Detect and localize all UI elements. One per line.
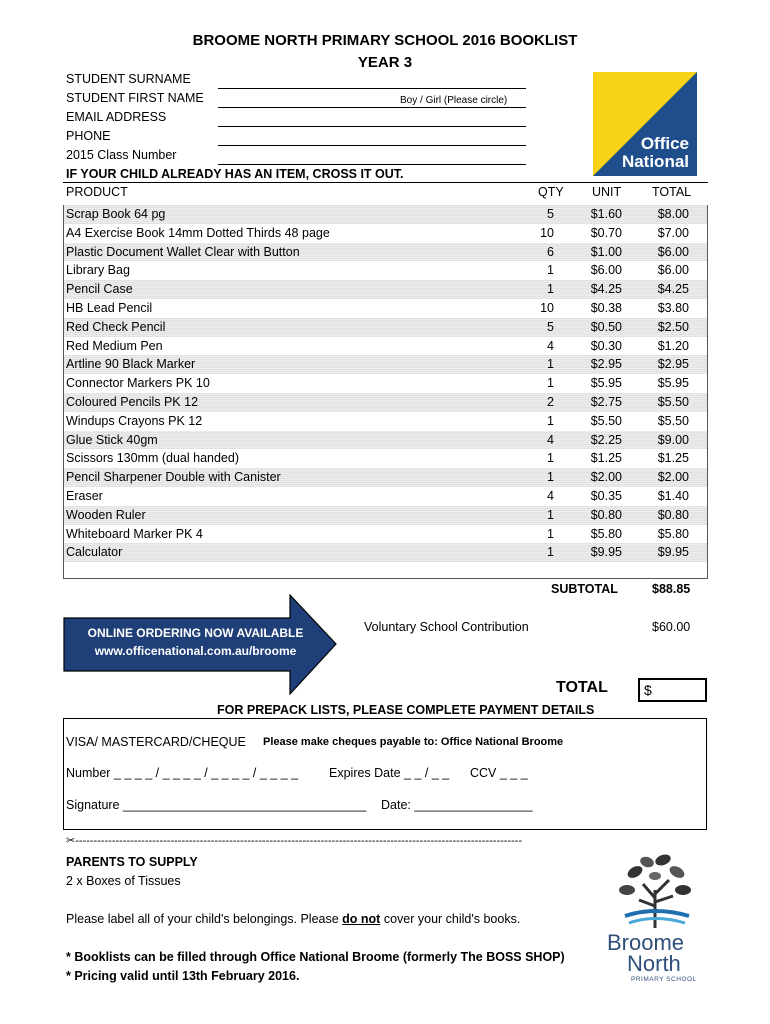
qty-cell: 1	[547, 376, 554, 391]
office-national-logo	[593, 72, 697, 176]
unit-price-cell: $4.25	[590, 282, 622, 297]
line-total-cell: $5.50	[657, 395, 689, 409]
qty-cell: 5	[547, 319, 554, 334]
qty-cell: 2	[547, 395, 554, 409]
qty-cell: 4	[547, 489, 554, 503]
line-total-cell: $6.00	[657, 244, 689, 259]
unit-price-cell: $1.00	[590, 244, 622, 259]
header-product: PRODUCT	[66, 185, 128, 199]
label-note-after: cover your child's books.	[380, 912, 521, 926]
qty-cell: 1	[547, 470, 554, 485]
product-cell: Plastic Document Wallet Clear with Button	[66, 244, 300, 259]
line-total-cell: $1.20	[657, 338, 689, 353]
qty-cell: 10	[540, 225, 554, 240]
contribution-value: $60.00	[652, 620, 691, 634]
phone-field[interactable]	[218, 145, 526, 146]
product-cell: Scissors 130mm (dual handed)	[66, 451, 239, 466]
product-cell: Red Check Pencil	[66, 319, 166, 334]
line-total-cell: $1.25	[657, 451, 689, 466]
unit-price-cell: $0.35	[590, 489, 622, 503]
unit-price-cell: $0.80	[590, 507, 622, 522]
label-note-emphasis: do not	[342, 912, 381, 926]
line-total-cell: $9.95	[657, 545, 689, 560]
online-ordering-line1: ONLINE ORDERING NOW AVAILABLE	[87, 626, 304, 640]
header-qty: QTY	[538, 185, 564, 199]
table-row	[64, 543, 707, 562]
qty-cell: 1	[547, 545, 554, 560]
line-total-cell: $6.00	[657, 263, 689, 278]
line-total-cell: $1.40	[657, 489, 689, 503]
unit-price-cell: $2.25	[590, 432, 622, 447]
product-cell: Calculator	[66, 545, 123, 560]
unit-price-cell: $5.80	[590, 526, 622, 541]
qty-cell: 1	[547, 413, 554, 428]
table-row	[64, 318, 707, 337]
product-cell: Whiteboard Marker PK 4	[66, 526, 203, 541]
qty-cell: 1	[547, 507, 554, 522]
label-note	[66, 912, 520, 926]
unit-price-cell: $5.50	[590, 413, 622, 428]
line-total-cell: $2.95	[657, 357, 689, 372]
logo-text-national: National	[621, 152, 689, 171]
unit-price-cell: $0.38	[590, 301, 622, 315]
page-title: BROOME NORTH PRIMARY SCHOOL 2016 BOOKLIST	[192, 32, 578, 49]
email-field[interactable]	[218, 126, 526, 127]
qty-cell: 4	[547, 432, 554, 447]
qty-cell: 1	[547, 526, 554, 541]
cheque-note: Please make cheques payable to: Office National Broome	[263, 736, 564, 748]
subtotal-value: $88.85	[652, 582, 691, 596]
header-total: TOTAL	[652, 185, 692, 199]
header-unit: UNIT	[592, 185, 622, 199]
parents-heading: PARENTS TO SUPPLY	[66, 855, 198, 869]
unit-price-cell: $1.25	[590, 451, 622, 466]
parents-item: 2 x Boxes of Tissues	[66, 874, 181, 888]
table-row	[64, 449, 707, 468]
product-cell: Coloured Pencils PK 12	[66, 395, 199, 409]
school-logo	[605, 850, 705, 990]
unit-price-cell: $2.95	[590, 357, 622, 372]
qty-cell: 5	[547, 207, 554, 221]
table-row	[64, 374, 707, 393]
product-cell: Eraser	[66, 489, 103, 503]
qty-cell: 6	[547, 244, 554, 259]
subtotal-label: SUBTOTAL	[551, 582, 618, 596]
date-field[interactable]: Date: _________________	[381, 798, 533, 812]
qty-cell: 1	[547, 357, 554, 372]
school-logo-north: North	[627, 951, 681, 976]
unit-price-cell: $9.95	[590, 545, 622, 560]
email-label: EMAIL ADDRESS	[66, 110, 167, 124]
surname-label: STUDENT SURNAME	[66, 72, 191, 86]
gender-selector[interactable]: Boy / Girl (Please circle)	[400, 95, 508, 106]
table-row	[64, 355, 707, 374]
class-field[interactable]	[218, 164, 526, 165]
expiry-field[interactable]: Expires Date _ _ / _ _	[329, 766, 450, 780]
table-row	[64, 525, 707, 544]
product-cell: Artline 90 Black Marker	[66, 357, 196, 372]
school-logo-broome: Broome	[607, 930, 685, 955]
online-ordering-text	[63, 624, 328, 660]
page-subtitle: YEAR 3	[357, 54, 413, 71]
ccv-field[interactable]: CCV _ _ _	[470, 766, 528, 780]
total-label: TOTAL	[556, 679, 608, 696]
line-total-cell: $5.80	[657, 526, 689, 541]
tree-icon	[605, 850, 705, 930]
product-cell: Pencil Case	[66, 282, 133, 297]
product-cell: HB Lead Pencil	[66, 301, 153, 315]
cut-line: ✂--------------------------------------------------------------------------------------------------------------------------	[66, 835, 523, 847]
unit-price-cell: $0.70	[590, 225, 622, 240]
unit-price-cell: $0.50	[590, 319, 622, 334]
product-cell: A4 Exercise Book 14mm Dotted Thirds 48 page	[66, 225, 330, 240]
product-cell: Connector Markers PK 10	[66, 376, 210, 391]
qty-cell: 1	[547, 451, 554, 466]
unit-price-cell: $1.60	[590, 207, 622, 221]
unit-price-cell: $5.95	[590, 376, 622, 391]
class-label: 2015 Class Number	[66, 148, 177, 162]
pricing-note: * Pricing valid until 13th February 2016.	[66, 969, 300, 983]
line-total-cell: $9.00	[657, 432, 689, 447]
unit-price-cell: $0.30	[590, 338, 622, 353]
phone-label: PHONE	[66, 129, 111, 143]
product-cell: Windups Crayons PK 12	[66, 413, 203, 428]
line-total-cell: $2.50	[657, 319, 689, 334]
table-row	[64, 337, 707, 356]
unit-price-cell: $2.00	[590, 470, 622, 485]
signature-field[interactable]: Signature ___________________________________	[66, 798, 367, 812]
cross-out-note: IF YOUR CHILD ALREADY HAS AN ITEM, CROSS IT OUT.	[66, 167, 404, 181]
table-row	[64, 468, 707, 487]
line-total-cell: $8.00	[657, 207, 689, 221]
table-row	[64, 393, 707, 412]
surname-field[interactable]	[218, 88, 526, 89]
table-row	[64, 431, 707, 450]
line-total-cell: $5.50	[657, 413, 689, 428]
table-row	[64, 224, 707, 243]
product-cell: Scrap Book 64 pg	[66, 207, 166, 221]
table-row	[64, 280, 707, 299]
product-cell: Pencil Sharpener Double with Canister	[66, 470, 281, 485]
payment-methods: VISA/ MASTERCARD/CHEQUE	[66, 735, 246, 749]
unit-price-cell: $6.00	[590, 263, 622, 278]
line-total-cell: $5.95	[657, 376, 689, 391]
table-row	[64, 205, 707, 224]
booklist-note: * Booklists can be filled through Office National Broome (formerly The BOSS SHOP)	[66, 950, 565, 964]
table-row	[64, 506, 707, 525]
online-ordering-url[interactable]: www.officenational.com.au/broome	[94, 644, 297, 658]
product-cell: Red Medium Pen	[66, 338, 163, 353]
line-total-cell: $3.80	[657, 301, 689, 315]
unit-price-cell: $2.75	[590, 395, 622, 409]
line-total-cell: $4.25	[657, 282, 689, 297]
qty-cell: 1	[547, 282, 554, 297]
table-top-rule	[63, 182, 708, 183]
product-cell: Library Bag	[66, 263, 130, 278]
label-note-before: Please label all of your child's belongings. Please	[66, 912, 343, 926]
product-cell: Wooden Ruler	[66, 507, 146, 522]
table-row	[64, 487, 707, 506]
table-row	[64, 243, 707, 262]
firstname-label: STUDENT FIRST NAME	[66, 91, 204, 105]
qty-cell: 10	[540, 301, 554, 315]
line-total-cell: $7.00	[657, 225, 689, 240]
line-total-cell: $0.80	[657, 507, 689, 522]
school-logo-subtitle: PRIMARY SCHOOL	[631, 976, 697, 983]
line-total-cell: $2.00	[657, 470, 689, 485]
product-cell: Glue Stick 40gm	[66, 432, 158, 447]
table-row	[64, 412, 707, 431]
contribution-label: Voluntary School Contribution	[364, 620, 529, 634]
table-row	[64, 261, 707, 280]
logo-text-office: Office	[640, 134, 689, 153]
online-ordering-banner[interactable]	[63, 594, 338, 696]
firstname-field[interactable]	[218, 107, 526, 108]
qty-cell: 4	[547, 338, 554, 353]
qty-cell: 1	[547, 263, 554, 278]
payment-heading: FOR PREPACK LISTS, PLEASE COMPLETE PAYMENT DETAILS	[217, 703, 595, 717]
card-number-field[interactable]: Number _ _ _ _ / _ _ _ _ / _ _ _ _ / _ _ _ _	[66, 766, 299, 780]
table-row	[64, 299, 707, 318]
total-field[interactable]: $	[638, 678, 707, 702]
